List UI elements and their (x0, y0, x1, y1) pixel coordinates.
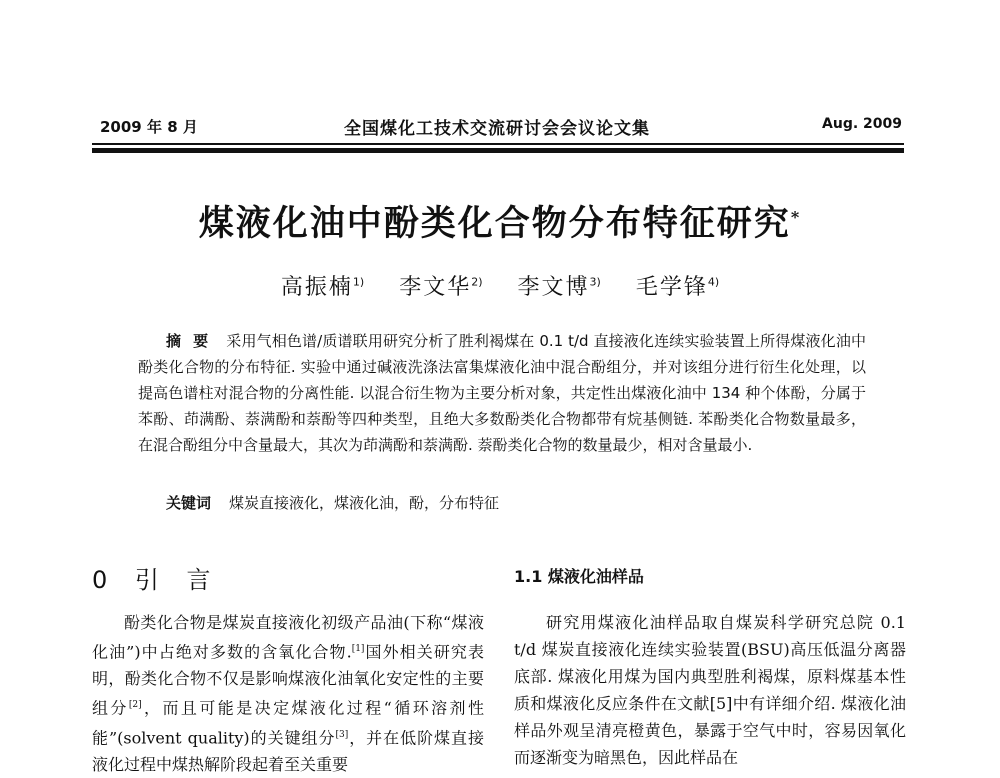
author-2 (399, 270, 482, 301)
author-list (0, 270, 1000, 301)
citation-2: [2] (128, 700, 142, 711)
keywords-label: 关键词 (166, 494, 212, 512)
header-date-cn: 2009 年 8 月 (100, 118, 198, 136)
author-affiliation-note: 3) (589, 275, 601, 289)
abstract-text: 采用气相色谱/质谱联用研究分析了胜利褐煤在 0.1 t/d 直接液化连续实验装置上所得煤液化油中酚类化合物的分布特征. 实验中通过碱液洗涤法富集煤液化油中混合酚组分，并对该组分进行衍生化处理，以提高色谱柱对混合物的分离性能. 以混合衍生物为主要分析对象，共定性出煤液化油中 134 种个体酚，分属于苯酚、茚满酚、萘满酚和萘酚等四种类型，且绝大多数酚类化合物都带有烷基侧链. 苯酚类化合物数量最多，在混合酚组分中含量最大，其次为茚满酚和萘满酚. 萘酚类化合物的数量最少，相对含量最小. (138, 332, 866, 454)
introduction-paragraph (92, 609, 484, 778)
author-name: 李文华 (399, 275, 472, 300)
paper-title-text: 煤液化油中酚类化合物分布特征研究 (198, 203, 791, 244)
title-footnote-mark: * (790, 207, 802, 227)
author-4 (636, 270, 719, 301)
author-name: 高振楠 (280, 275, 353, 300)
keywords-text: 煤炭直接液化，煤液化油，酚，分布特征 (229, 494, 500, 512)
text-run: ，而且可能是决定煤液化过程“循环溶剂性能”(solvent quality)的关键组分 (92, 698, 484, 747)
sample-paragraph: 研究用煤液化油样品取自煤炭科学研究总院 0.1 t/d 煤炭直接液化连续实验装置(BSU)高压低温分离器底部. 煤液化用煤为国内典型胜利褐煤，原料煤基本性质和煤液化反应条件在文献[5]中有详细介绍. 煤液化油样品外观呈清亮橙黄色，暴露于空气中时，容易因氧化而逐渐变为暗黑色，因此样品在 (514, 613, 906, 767)
author-name: 毛学锋 (635, 275, 708, 300)
citation-1: [1] (351, 644, 365, 654)
header-rule-thin (92, 143, 904, 145)
author-affiliation-note: 2) (471, 275, 483, 289)
header-date-en: Aug. 2009 (822, 116, 902, 132)
abstract-label: 摘要 (166, 332, 221, 350)
abstract (138, 328, 866, 458)
text-run: 酚类化合物是煤炭直接液化初级产品油(下称“煤液化油”)中占绝对多数的含氧化合物. (92, 613, 484, 662)
header-rule-thick (92, 148, 904, 153)
right-column (514, 560, 906, 771)
author-name: 李文博 (517, 275, 590, 300)
text-run: ，并在低阶煤直接液化过程中煤热解阶段起着至关重要 (92, 727, 484, 774)
section-heading-introduction: 0 引 言 (92, 566, 221, 594)
keywords (166, 492, 499, 513)
running-header (92, 112, 902, 140)
author-1 (281, 270, 364, 301)
author-affiliation-note: 1) (352, 275, 365, 289)
header-proceedings-title: 全国煤化工技术交流研讨会会议论文集 (344, 119, 650, 139)
paper-title (0, 196, 1000, 246)
left-column (92, 560, 484, 778)
author-3 (518, 270, 601, 301)
text-run: 国外相关研究表明，酚类化合物不仅是影响煤液化油氧化安定性的主要组分 (92, 642, 484, 718)
author-affiliation-note: 4) (707, 275, 720, 289)
subsection-heading-sample: 1.1 煤液化油样品 (514, 567, 644, 586)
citation-3: [3] (335, 729, 349, 740)
